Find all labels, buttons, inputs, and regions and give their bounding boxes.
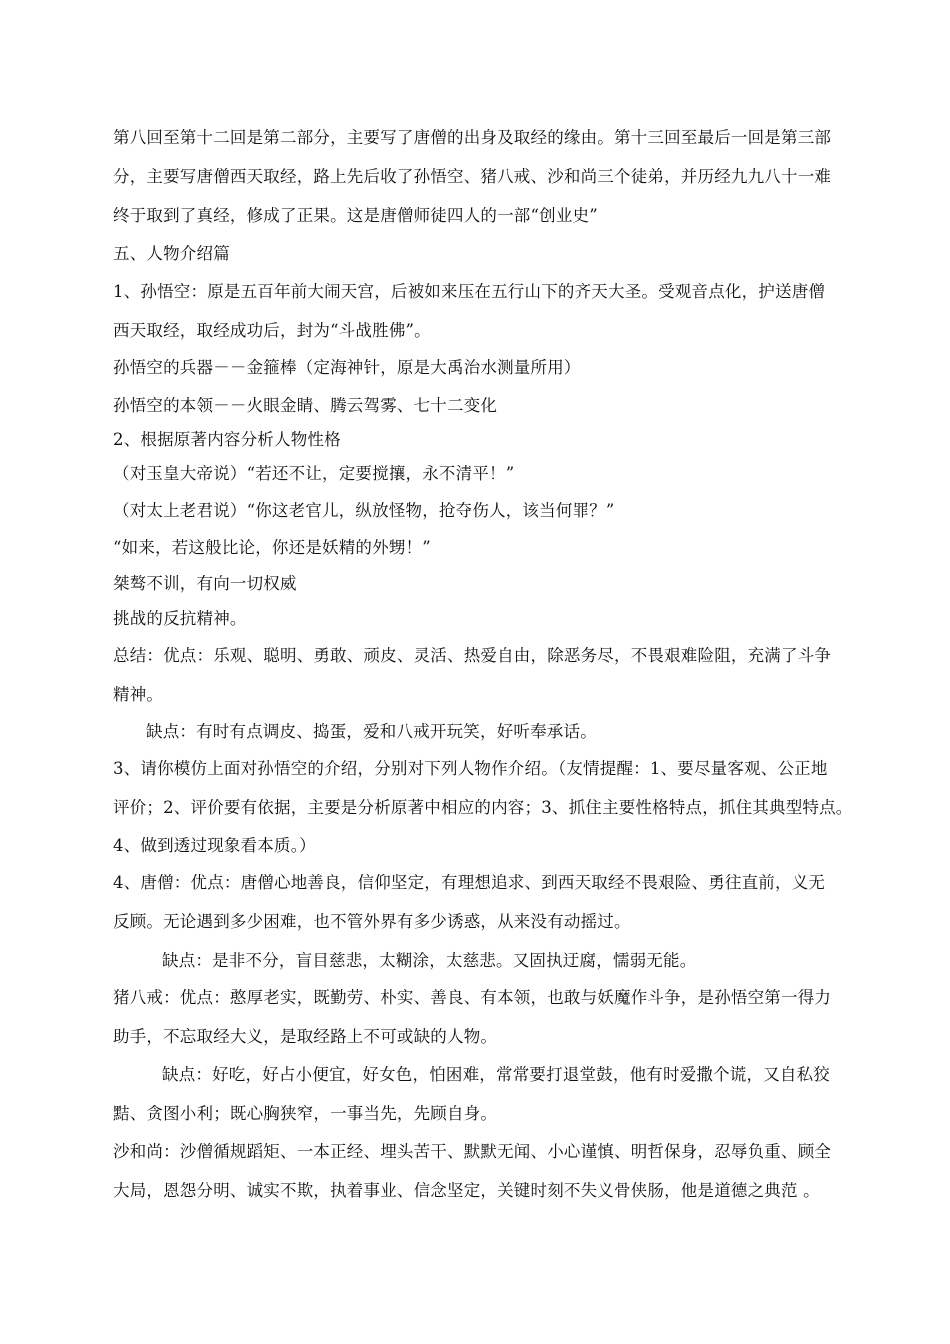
text-line: 西天取经，取经成功后，封为“斗战胜佛”。 (113, 321, 431, 340)
text-line: 缺点：好吃，好占小便宜，好女色，怕困难，常常要打退堂鼓，他有时爱撒个谎，又自私狡 (162, 1065, 830, 1084)
text-line: 2、根据原著内容分析人物性格 (113, 430, 341, 449)
text-line: 缺点：是非不分，盲目慈悲，太糊涂，太慈悲。又固执迂腐，懦弱无能。 (162, 951, 697, 970)
text-line: 4、唐僧：优点：唐僧心地善良，信仰坚定，有理想追求、到西天取经不畏艰险、勇往直前，义无 (113, 873, 826, 892)
text-line: 猪八戒：优点：憨厚老实，既勤劳、朴实、善良、有本领，也敢与妖魔作斗争，是孙悟空第一得力 (113, 988, 832, 1007)
text-line: 评价；2、评价要有依据，主要是分析原著中相应的内容；3、抓住主要性格特点，抓住其典型特点。 (113, 798, 853, 817)
text-line: 桀骜不训，有向一切权威 (113, 574, 297, 593)
text-line: 总结：优点：乐观、聪明、勇敢、顽皮、灵活、热爱自由，除恶务尽，不畏艰难险阻，充满了斗争 (113, 646, 832, 665)
text-line: 精神。 (113, 685, 164, 704)
text-line: 缺点：有时有点调皮、捣蛋，爱和八戒开玩笑，好听奉承话。 (146, 722, 597, 741)
text-line: 分，主要写唐僧西天取经，路上先后收了孙悟空、猪八戒、沙和尚三个徒弟，并历经九九八十一难 (113, 167, 832, 186)
text-line: 助手，不忘取经大义，是取经路上不可或缺的人物。 (113, 1027, 498, 1046)
quote-line: （对太上老君说）“你这老官儿，纵放怪物，抢夺伤人，该当何罪？” (113, 501, 615, 520)
section-heading: 五、人物介绍篇 (113, 244, 230, 263)
text-line: 4、做到透过现象看本质。） (113, 836, 316, 855)
text-line: 黠、贪图小利；既心胸狭窄，一事当先，先顾自身。 (113, 1104, 498, 1123)
text-line: 第八回至第十二回是第二部分，主要写了唐僧的出身及取经的缘由。第十三回至最后一回是第三部 (113, 128, 832, 147)
text-line: 孙悟空的本领－－火眼金睛、腾云驾雾、七十二变化 (113, 396, 498, 415)
text-line: 终于取到了真经，修成了正果。这是唐僧师徒四人的一部“创业史” (113, 206, 598, 225)
text-line: 3、请你模仿上面对孙悟空的介绍，分别对下列人物作介绍。（友情提醒：1、要尽量客观、公正地 (113, 759, 828, 778)
text-line: 反顾。无论遇到多少困难，也不管外界有多少诱惑，从来没有动摇过。 (113, 912, 631, 931)
text-line: 挑战的反抗精神。 (113, 609, 247, 628)
quote-line: （对玉皇大帝说）“若还不让，定要搅攘，永不清平！” (113, 464, 515, 483)
text-line: 沙和尚：沙僧循规蹈矩、一本正经、埋头苦干、默默无闻、小心谨慎、明哲保身，忍辱负重、顾全 (113, 1142, 832, 1161)
text-line: 大局，恩怨分明、诚实不欺，执着事业、信念坚定，关键时刻不失义骨侠肠，他是道德之典范 。 (113, 1181, 820, 1200)
quote-line: “如来，若这般比论，你还是妖精的外甥！” (113, 538, 431, 557)
text-line: 孙悟空的兵器－－金箍棒（定海神针，原是大禹治水测量所用） (113, 358, 581, 377)
text-line: 1、孙悟空：原是五百年前大闹天宫，后被如来压在五行山下的齐天大圣。受观音点化，护送唐僧 (113, 282, 826, 301)
